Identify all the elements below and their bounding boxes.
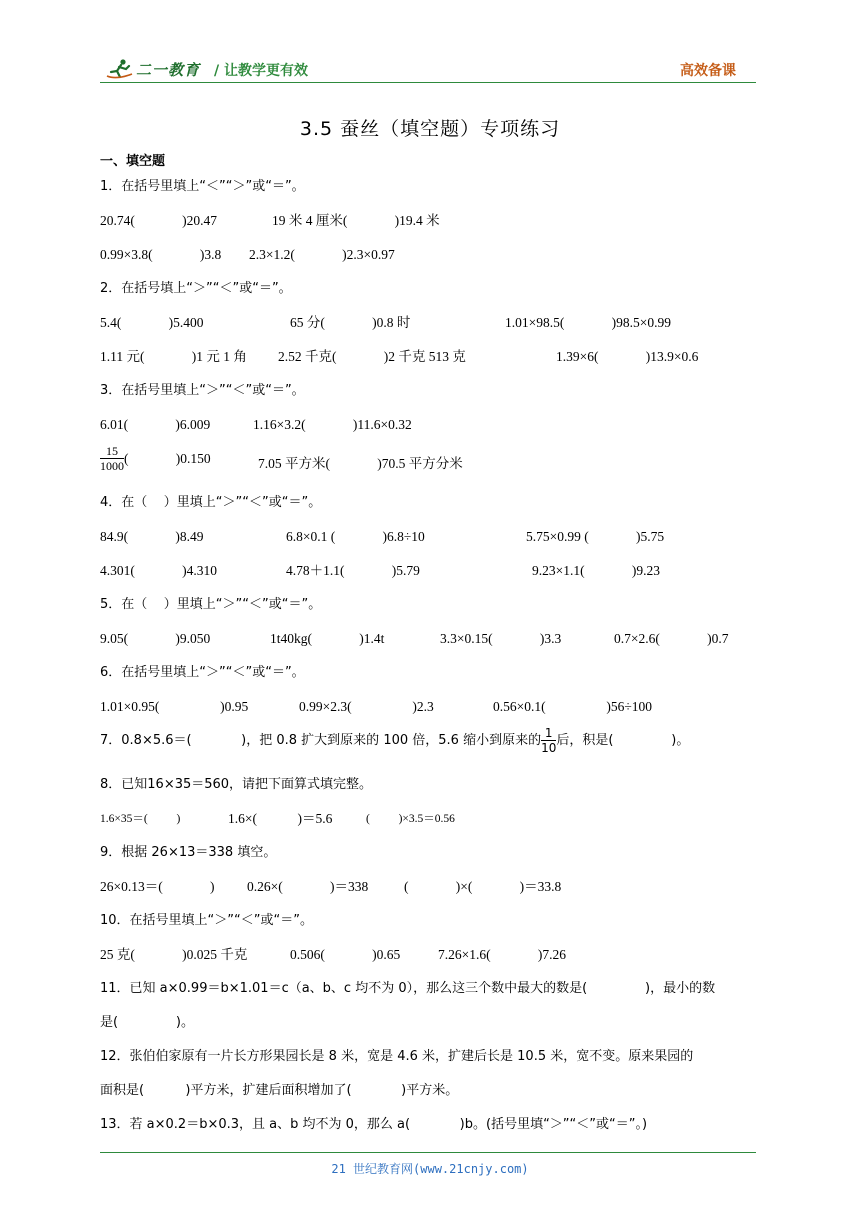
- q1-prompt: 1．在括号里填上“＜”“＞”或“＝”。: [100, 179, 305, 194]
- section-heading: 一、填空题: [100, 154, 166, 169]
- q6-item-b: 0.99×2.3( )2.3: [299, 699, 434, 714]
- q3-item-d: 7.05 平方米( )70.5 平方分米: [258, 456, 463, 471]
- fraction-denominator: 10: [541, 741, 557, 755]
- q4-item-c: 5.75×0.99 ( )5.75: [526, 529, 665, 544]
- q5-item-d: 0.7×2.6( )0.7: [614, 631, 729, 646]
- q12-line2: 面积是( )平方米，扩建后面积增加了( )平方米。: [100, 1083, 459, 1098]
- q7-line: [100, 726, 689, 755]
- page-title: 3.5 蚕丝（填空题）专项练习: [299, 118, 561, 140]
- q2-item-b: 65 分( )0.8 时: [290, 315, 411, 330]
- q10-prompt: 10．在括号里填上“＞”“＜”或“＝”。: [100, 913, 313, 928]
- slogan: / 让教学更有效: [214, 63, 308, 79]
- q4-item-b: 6.8×0.1 ( )6.8÷10: [286, 529, 425, 544]
- q4-item-f: 9.23×1.1( )9.23: [532, 563, 660, 578]
- q9-item-a: 26×0.13＝( ): [100, 879, 215, 894]
- q6-prompt: 6．在括号里填上“＞”“＜”或“＝”。: [100, 665, 305, 680]
- q8-item-a: 1.6×35＝( ): [100, 813, 181, 825]
- q8-item-b: 1.6×( )＝5.6: [228, 811, 333, 826]
- q1-item-b: 19 米 4 厘米( )19.4 米: [272, 213, 440, 228]
- q2-item-d: 1.11 元( )1 元 1 角: [100, 349, 247, 364]
- q5-item-c: 3.3×0.15( )3.3: [440, 631, 562, 646]
- fraction: [541, 726, 556, 755]
- q8-prompt: 8．已知16×35＝560，请把下面算式填完整。: [100, 777, 373, 792]
- q2-item-f: 1.39×6( )13.9×0.6: [556, 349, 699, 364]
- q4-item-a: 84.9( )8.49: [100, 529, 204, 544]
- running-figure-icon: [106, 58, 134, 80]
- q9-item-c: ( )×( )＝33.8: [404, 879, 562, 894]
- brand-label: 高效备课: [680, 63, 736, 79]
- q4-item-e: 4.78＋1.1( )5.79: [286, 563, 420, 578]
- q4-item-d: 4.301( )4.310: [100, 563, 217, 578]
- q3-item-c-rest: ( )0.150: [124, 450, 211, 466]
- q4-prompt: 4．在（ ）里填上“＞”“＜”或“＝”。: [100, 495, 322, 510]
- q6-item-a: 1.01×0.95( )0.95: [100, 699, 249, 714]
- fraction-numerator: 15: [106, 444, 118, 458]
- q11-line2: 是( )。: [100, 1015, 194, 1030]
- fraction-denominator: 1000: [100, 459, 124, 473]
- fraction: [100, 444, 124, 473]
- q6-item-c: 0.56×0.1( )56÷100: [493, 699, 653, 714]
- q3-prompt: 3．在括号里填上“＞”“＜”或“＝”。: [100, 383, 305, 398]
- q9-item-b: 0.26×( )＝338: [247, 879, 369, 894]
- q10-item-b: 0.506( )0.65: [290, 947, 401, 962]
- q1-item-d: 2.3×1.2( )2.3×0.97: [249, 247, 395, 262]
- q2-item-a: 5.4( )5.400: [100, 315, 204, 330]
- q8-item-c: ( )×3.5＝0.56: [366, 813, 455, 825]
- q7-part1: 7．0.8×5.6＝( )，把 0.8 扩大到原来的 100 倍，5.6 缩小到原来的: [100, 732, 542, 748]
- q2-item-e: 2.52 千克( )2 千克 513 克: [278, 349, 466, 364]
- header-divider: [100, 82, 756, 83]
- q2-item-c: 1.01×98.5( )98.5×0.99: [505, 315, 671, 330]
- q3-item-b: 1.16×3.2( )11.6×0.32: [253, 417, 412, 432]
- q5-item-b: 1t40kg( )1.4t: [270, 631, 385, 646]
- q2-prompt: 2．在括号填上“＞”“＜”或“＝”。: [100, 281, 292, 296]
- q3-item-c: [100, 444, 211, 473]
- q1-item-a: 20.74( )20.47: [100, 213, 217, 228]
- logo-text: 二一教育: [136, 61, 201, 79]
- footer-link[interactable]: 21 世纪教育网(www.21cnjy.com): [331, 1162, 529, 1176]
- q5-prompt: 5．在（ ）里填上“＞”“＜”或“＝”。: [100, 597, 322, 612]
- q11-line1: 11．已知 a×0.99＝b×1.01＝c（a、b、c 均不为 0），那么这三个数中最大的数是( )，最小的数: [100, 981, 716, 996]
- q12-line1: 12．张伯伯家原有一片长方形果园长是 8 米，宽是 4.6 米，扩建后长是 10.5 米，宽不变。原来果园的: [100, 1049, 694, 1064]
- fraction-numerator: 1: [544, 726, 553, 740]
- q5-item-a: 9.05( )9.050: [100, 631, 211, 646]
- page-header: [100, 56, 756, 82]
- q3-item-a: 6.01( )6.009: [100, 417, 211, 432]
- q10-item-c: 7.26×1.6( )7.26: [438, 947, 566, 962]
- q7-part2: 后，积是( )。: [556, 732, 690, 748]
- q9-prompt: 9．根据 26×13＝338 填空。: [100, 845, 277, 860]
- q13-line1: 13．若 a×0.2＝b×0.3，且 a、b 均不为 0，那么 a( )b。(括号里填“＞”“＜”或“＝”。): [100, 1117, 648, 1132]
- footer-divider: [100, 1152, 756, 1153]
- q1-item-c: 0.99×3.8( )3.8: [100, 247, 222, 262]
- logo: [106, 56, 200, 82]
- q10-item-a: 25 克( )0.025 千克: [100, 947, 248, 962]
